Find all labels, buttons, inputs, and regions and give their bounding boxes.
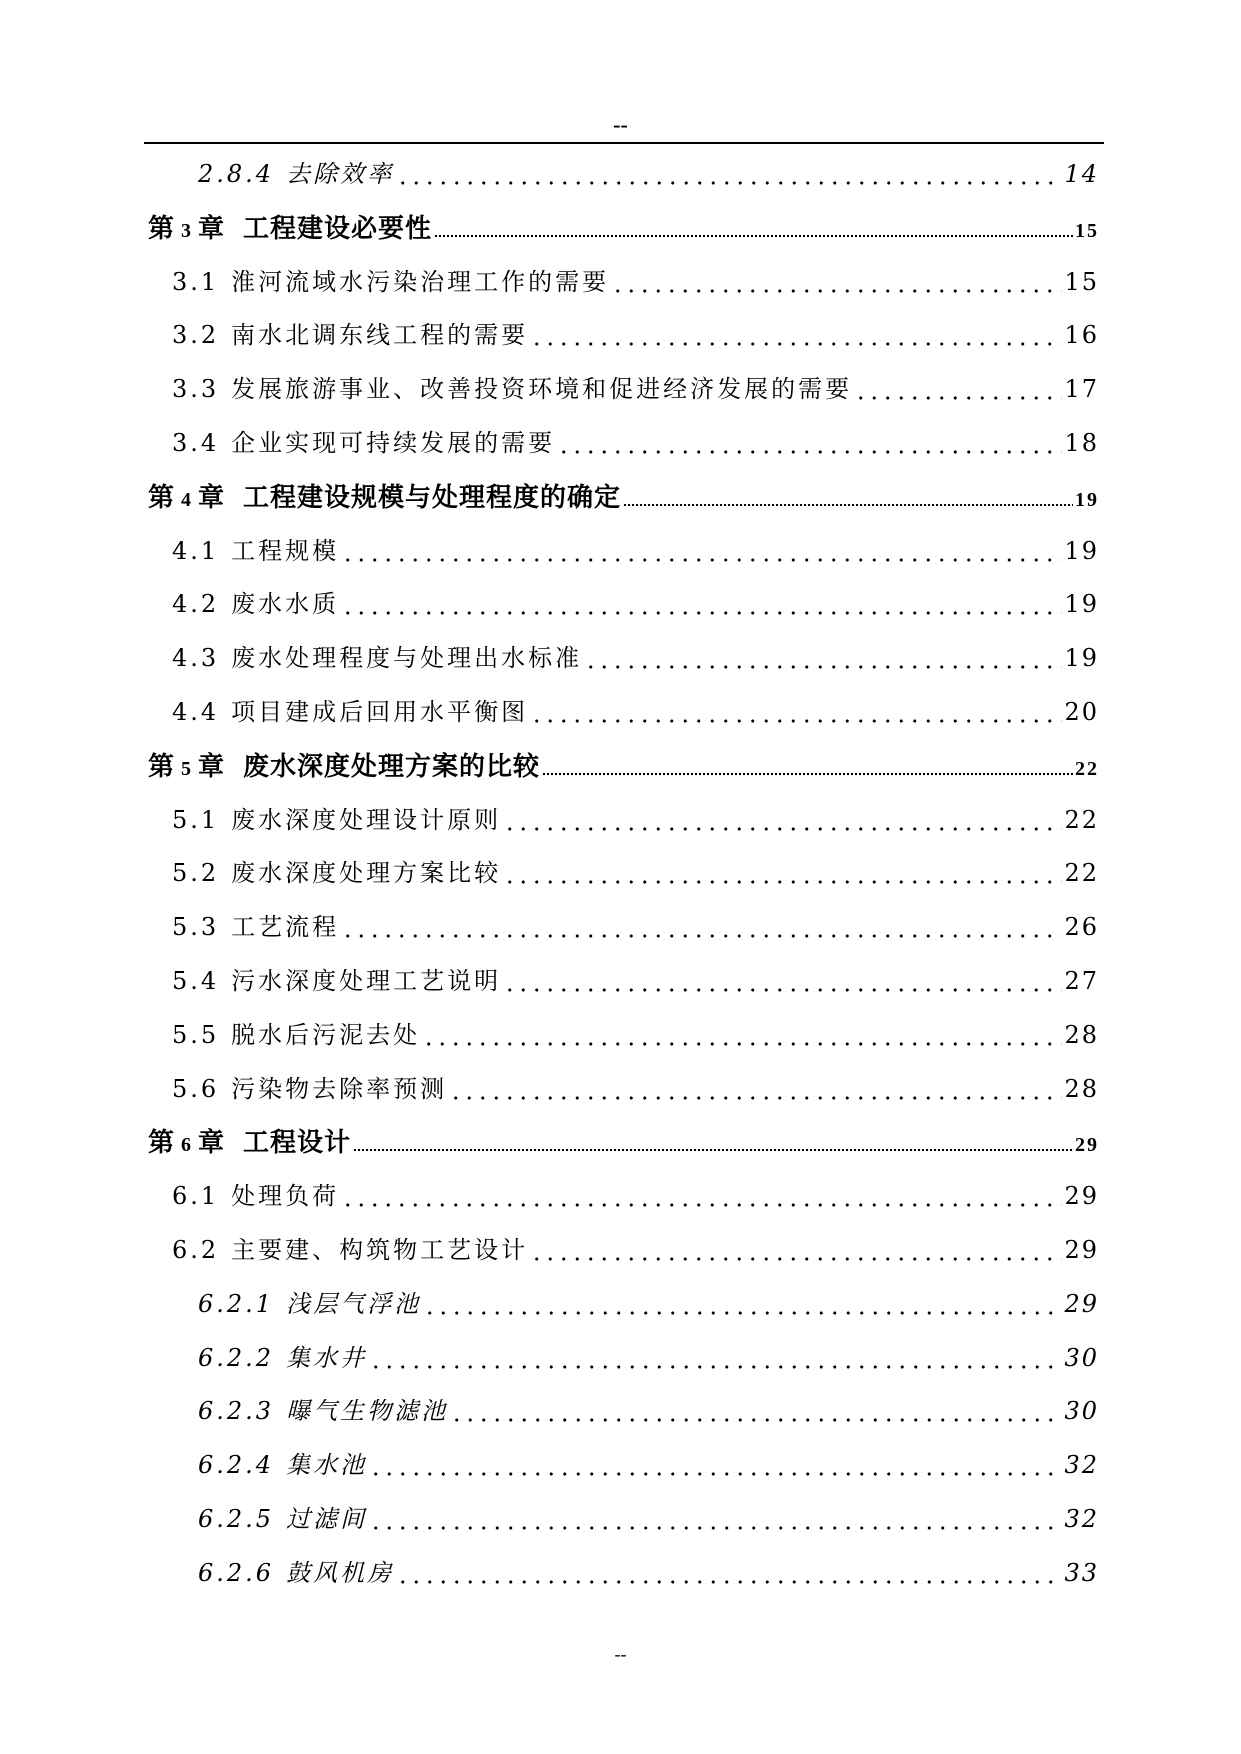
toc-page-number: 28 bbox=[1064, 1074, 1099, 1103]
toc-section-number: 6.1 bbox=[172, 1182, 220, 1211]
toc-entry[interactable] bbox=[172, 961, 1099, 1001]
toc-entry[interactable] bbox=[172, 1230, 1099, 1270]
toc-section-number: 6.2.6 bbox=[198, 1558, 275, 1587]
toc-page-number: 15 bbox=[1064, 267, 1099, 296]
toc-entry-title: 浅层气浮池 bbox=[286, 1289, 422, 1318]
toc-dot-leader bbox=[353, 1148, 1073, 1152]
toc-entry[interactable] bbox=[172, 369, 1099, 409]
toc-page-number: 26 bbox=[1064, 913, 1099, 942]
toc-entry-title: 集水池 bbox=[286, 1451, 368, 1480]
toc-chapter-prefix: 第 bbox=[148, 751, 176, 782]
toc-section-number: 3.1 bbox=[172, 267, 220, 296]
toc-entry-title: 工程建设规模与处理程度的确定 bbox=[243, 482, 622, 513]
toc-entry-title: 企业实现可持续发展的需要 bbox=[231, 429, 556, 457]
toc-dot-leader bbox=[503, 987, 1062, 993]
toc-dot-leader bbox=[422, 1041, 1062, 1047]
toc-page-number: 29 bbox=[1075, 1134, 1099, 1157]
toc-dot-leader bbox=[503, 879, 1062, 885]
toc-entry[interactable] bbox=[198, 1553, 1099, 1593]
toc-page-number: 19 bbox=[1064, 590, 1099, 619]
toc-chapter-label bbox=[148, 1122, 225, 1159]
toc-page-number: 30 bbox=[1064, 1397, 1099, 1426]
toc-dot-leader bbox=[341, 933, 1062, 939]
toc-page-number: 19 bbox=[1064, 536, 1099, 565]
toc-entry[interactable] bbox=[172, 853, 1099, 893]
toc-page-number: 17 bbox=[1064, 375, 1099, 404]
toc-entry[interactable] bbox=[198, 1391, 1099, 1431]
toc-dot-leader bbox=[584, 664, 1062, 670]
toc-chapter-prefix: 第 bbox=[148, 482, 176, 513]
toc-entry[interactable] bbox=[198, 1499, 1099, 1539]
toc-entry[interactable] bbox=[172, 531, 1099, 571]
toc-dot-leader bbox=[369, 1364, 1062, 1370]
toc-entry-title: 工程设计 bbox=[243, 1128, 352, 1159]
toc-page-number: 33 bbox=[1064, 1558, 1099, 1587]
toc-page-number: 30 bbox=[1064, 1343, 1099, 1372]
toc-dot-leader bbox=[623, 503, 1073, 507]
footer-mark: -- bbox=[614, 1644, 627, 1664]
toc-chapter-number: 4 bbox=[181, 488, 193, 511]
toc-page-number: 19 bbox=[1075, 488, 1099, 511]
toc-chapter-entry[interactable] bbox=[148, 208, 1099, 248]
toc-section-number: 6.2.3 bbox=[198, 1397, 275, 1426]
toc-entry-title: 废水深度处理设计原则 bbox=[231, 805, 502, 834]
toc-chapter-label bbox=[148, 477, 225, 514]
toc-entry[interactable] bbox=[198, 1338, 1099, 1378]
toc-entry-title: 污水深度处理工艺说明 bbox=[231, 967, 502, 995]
toc-dot-leader bbox=[341, 557, 1062, 563]
toc-section-number: 3.4 bbox=[172, 429, 220, 457]
toc-section-number: 4.2 bbox=[172, 590, 220, 619]
header-mark: -- bbox=[613, 112, 628, 137]
toc-section-number: 4.3 bbox=[172, 644, 220, 673]
toc-dot-leader bbox=[530, 1256, 1062, 1262]
toc-section-number: 6.2 bbox=[172, 1236, 220, 1264]
toc-dot-leader bbox=[396, 180, 1062, 186]
toc-chapter-number: 5 bbox=[181, 757, 193, 780]
toc-page-number: 29 bbox=[1064, 1182, 1099, 1211]
toc-entry-title: 去除效率 bbox=[286, 160, 395, 188]
toc-dot-leader bbox=[450, 1417, 1062, 1423]
toc-section-number: 5.2 bbox=[172, 859, 220, 888]
toc-section-number: 6.2.5 bbox=[198, 1505, 275, 1533]
toc-page-number: 15 bbox=[1075, 219, 1099, 242]
toc-chapter-suffix: 章 bbox=[198, 1128, 226, 1159]
toc-page-number: 19 bbox=[1064, 644, 1099, 673]
toc-dot-leader bbox=[530, 341, 1062, 347]
toc-dot-leader bbox=[341, 1202, 1062, 1208]
toc-entry-title: 淮河流域水污染治理工作的需要 bbox=[231, 267, 610, 296]
toc-section-number: 6.2.1 bbox=[198, 1289, 275, 1318]
toc-chapter-suffix: 章 bbox=[198, 482, 226, 513]
toc-entry-title: 项目建成后回用水平衡图 bbox=[231, 698, 529, 726]
toc-entry-title: 工程规模 bbox=[231, 536, 340, 565]
toc-entry[interactable] bbox=[172, 638, 1099, 678]
toc-dot-leader bbox=[396, 1579, 1062, 1585]
toc-entry-title: 南水北调东线工程的需要 bbox=[231, 321, 529, 350]
toc-entry-title: 工程建设必要性 bbox=[243, 213, 433, 244]
toc-entry[interactable] bbox=[198, 154, 1099, 194]
toc-entry-title: 废水处理程度与处理出水标准 bbox=[231, 644, 583, 673]
toc-chapter-suffix: 章 bbox=[198, 213, 226, 244]
toc-entry-title: 脱水后污泥去处 bbox=[231, 1020, 421, 1049]
toc-entry[interactable] bbox=[172, 800, 1099, 840]
toc-section-number: 6.2.4 bbox=[198, 1451, 275, 1480]
toc-entry-title: 曝气生物滤池 bbox=[286, 1397, 449, 1426]
toc-dot-leader bbox=[530, 718, 1062, 724]
toc-page-number: 14 bbox=[1064, 160, 1099, 188]
toc-section-number: 5.1 bbox=[172, 805, 220, 834]
toc-page-number: 18 bbox=[1064, 429, 1099, 457]
toc-entry[interactable] bbox=[172, 1069, 1099, 1109]
toc-section-number: 5.5 bbox=[172, 1020, 220, 1049]
toc-dot-leader bbox=[503, 826, 1062, 832]
toc-page-number: 29 bbox=[1064, 1289, 1099, 1318]
toc-chapter-label bbox=[148, 208, 225, 245]
toc-page-number: 22 bbox=[1064, 805, 1099, 834]
toc-chapter-entry[interactable] bbox=[148, 746, 1099, 786]
toc-page-number: 22 bbox=[1064, 859, 1099, 888]
toc-dot-leader bbox=[557, 449, 1062, 455]
toc-entry-title: 污染物去除率预测 bbox=[231, 1074, 448, 1103]
toc-entry[interactable] bbox=[172, 423, 1099, 463]
toc-section-number: 4.4 bbox=[172, 698, 220, 726]
toc-entry-title: 发展旅游事业、改善投资环境和促进经济发展的需要 bbox=[231, 375, 853, 404]
toc-chapter-number: 3 bbox=[181, 219, 193, 242]
toc-section-number: 4.1 bbox=[172, 536, 220, 565]
toc-entry[interactable] bbox=[198, 1445, 1099, 1485]
toc-section-number: 5.4 bbox=[172, 967, 220, 995]
toc-dot-leader bbox=[423, 1310, 1062, 1316]
toc-entry[interactable] bbox=[172, 1015, 1099, 1055]
toc-entry-title: 废水深度处理方案比较 bbox=[231, 859, 502, 888]
toc-entry-title: 废水深度处理方案的比较 bbox=[243, 751, 541, 782]
toc-dot-leader bbox=[611, 288, 1062, 294]
toc-chapter-entry[interactable] bbox=[148, 477, 1099, 517]
toc-page-number: 27 bbox=[1064, 967, 1099, 995]
toc-entry-title: 鼓风机房 bbox=[286, 1558, 395, 1587]
toc-chapter-prefix: 第 bbox=[148, 1128, 176, 1159]
toc-dot-leader bbox=[369, 1471, 1062, 1477]
toc-page-number: 20 bbox=[1064, 698, 1099, 726]
toc-entry-title: 工艺流程 bbox=[231, 913, 340, 942]
toc-dot-leader bbox=[854, 395, 1062, 401]
toc-entry-title: 集水井 bbox=[286, 1343, 368, 1372]
toc-entry[interactable] bbox=[172, 1176, 1099, 1216]
toc-section-number: 3.2 bbox=[172, 321, 220, 350]
toc-section-number: 6.2.2 bbox=[198, 1343, 275, 1372]
toc-dot-leader bbox=[341, 610, 1062, 616]
toc-page-number: 32 bbox=[1064, 1505, 1099, 1533]
header-rule bbox=[144, 142, 1104, 144]
toc-entry[interactable] bbox=[172, 692, 1099, 732]
toc-dot-leader bbox=[369, 1525, 1062, 1531]
toc-chapter-entry[interactable] bbox=[148, 1122, 1099, 1162]
toc-chapter-suffix: 章 bbox=[198, 751, 226, 782]
toc-chapter-prefix: 第 bbox=[148, 213, 176, 244]
toc-chapter-number: 6 bbox=[181, 1134, 193, 1157]
toc-entry[interactable] bbox=[172, 315, 1099, 355]
toc-entry[interactable] bbox=[172, 907, 1099, 947]
toc-section-number: 2.8.4 bbox=[198, 160, 275, 188]
toc-dot-leader bbox=[434, 234, 1073, 238]
toc-entry[interactable] bbox=[172, 584, 1099, 624]
toc-section-number: 3.3 bbox=[172, 375, 220, 404]
toc-entry[interactable] bbox=[198, 1284, 1099, 1324]
toc-entry-title: 主要建、构筑物工艺设计 bbox=[231, 1236, 529, 1264]
toc-entry-title: 过滤间 bbox=[286, 1505, 368, 1533]
toc-entry[interactable] bbox=[172, 262, 1099, 302]
toc-page-number: 22 bbox=[1075, 757, 1099, 780]
toc-page-number: 16 bbox=[1064, 321, 1099, 350]
toc-chapter-label bbox=[148, 746, 225, 783]
toc-page-number: 29 bbox=[1064, 1236, 1099, 1264]
toc-dot-leader bbox=[542, 772, 1073, 776]
toc-page-number: 28 bbox=[1064, 1020, 1099, 1049]
toc-section-number: 5.3 bbox=[172, 913, 220, 942]
toc-section-number: 5.6 bbox=[172, 1074, 220, 1103]
toc-page-number: 32 bbox=[1064, 1451, 1099, 1480]
toc-dot-leader bbox=[449, 1095, 1062, 1101]
toc-entry-title: 处理负荷 bbox=[231, 1182, 340, 1211]
toc-entry-title: 废水水质 bbox=[231, 590, 340, 619]
